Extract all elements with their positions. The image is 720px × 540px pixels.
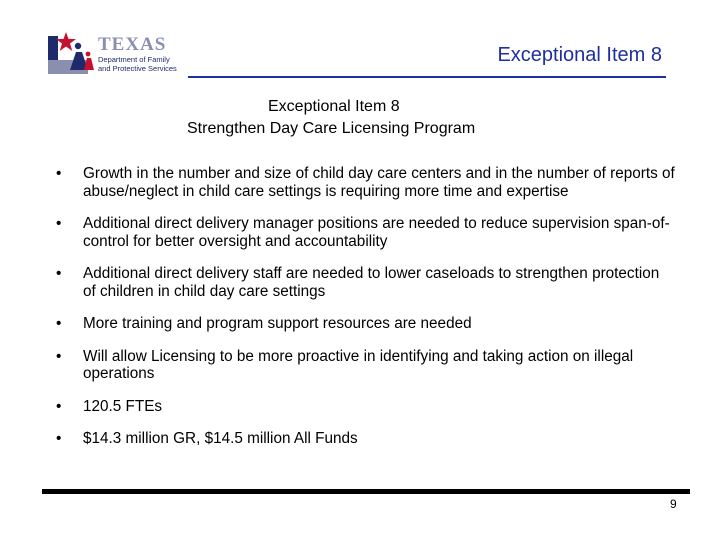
bullet-text: Growth in the number and size of child day care centers and in the number of reports of abuse/neglect in child care settings is requiring more time and expertise (83, 165, 675, 200)
bullet-marker: • (56, 215, 62, 232)
bullet-item (56, 315, 676, 333)
bullet-marker: • (56, 265, 62, 282)
header-title: Exceptional Item 8 (497, 44, 662, 66)
texas-star-family-icon (44, 30, 96, 78)
page-number: 9 (670, 497, 677, 511)
bullet-item (56, 215, 676, 250)
bullet-text: Additional direct delivery staff are needed to lower caseloads to strengthen protection of children in child day care settings (83, 265, 660, 300)
bullet-list (56, 165, 676, 463)
footer-divider (42, 489, 690, 494)
bullet-text: $14.3 million GR, $14.5 million All Funds (83, 430, 358, 447)
bullet-marker: • (56, 430, 62, 447)
bullet-text: Additional direct delivery manager positions are needed to reduce supervision span-of-control for better oversight and accountability (83, 215, 670, 250)
bullet-marker: • (56, 347, 62, 365)
bullet-item (56, 265, 676, 300)
bullet-item (56, 398, 676, 416)
logo-subtitle-line2: and Protective Services (98, 64, 177, 73)
header-divider (188, 76, 666, 78)
bullet-marker: • (56, 165, 62, 182)
bullet-item (56, 348, 676, 383)
bullet-text: Will allow Licensing to be more proactive in identifying and taking action on illegal operations (83, 347, 634, 382)
slide-title-line1: Exceptional Item 8 (268, 98, 400, 115)
slide-title (0, 96, 720, 140)
logo-wordmark: TEXAS (98, 34, 167, 55)
bullet-text: More training and program support resources are needed (83, 315, 472, 332)
bullet-marker: • (56, 397, 62, 415)
bullet-marker: • (56, 315, 62, 332)
logo-subtitle (98, 55, 177, 73)
slide-title-line2: Strengthen Day Care Licensing Program (187, 120, 476, 137)
bullet-text: 120.5 FTEs (83, 397, 163, 415)
bullet-item (56, 165, 676, 200)
bullet-item (56, 430, 676, 448)
agency-logo (44, 30, 184, 78)
logo-subtitle-line1: Department of Family (98, 55, 170, 64)
